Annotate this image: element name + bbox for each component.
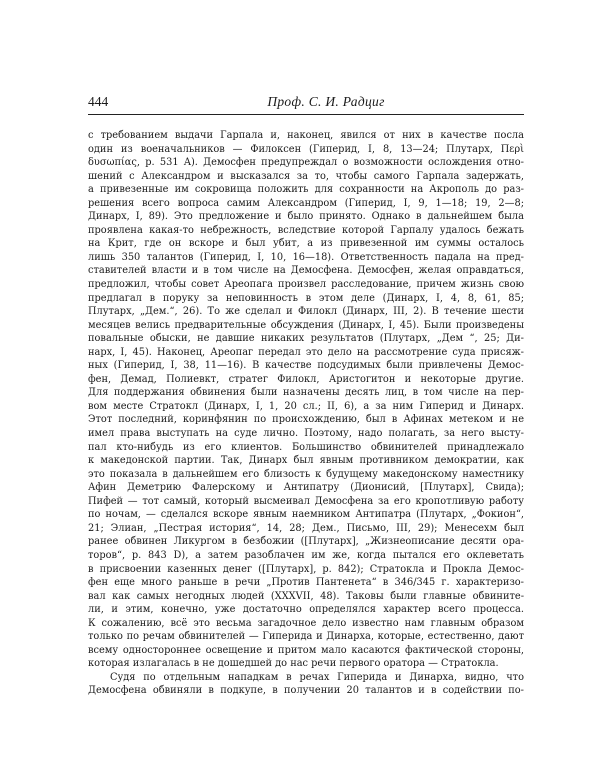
text-line: всему одностороннее освещение и притом мало касаются фактической стороны, <box>88 644 524 656</box>
text-line: фен еще много раньше в речи „Против Пантенета“ в 346/345 г. характеризо- <box>88 577 524 589</box>
header-rule <box>88 114 524 115</box>
running-head <box>88 92 524 112</box>
text-line: Судя по отдельным нападкам в речах Гиперида и Динарха, видно, что <box>110 671 524 683</box>
running-title: Проф. С. И. Радциг <box>267 94 385 109</box>
text-line: а привезенные им сокровища положить для сохранности на Акрополь до раз- <box>88 184 524 196</box>
text-line: торов“, p. 843 D), а затем разоблачен им же, когда пытался его оклеветать <box>88 549 524 561</box>
book-page <box>88 92 524 698</box>
text-line: которая излагалась в не дошедшей до нас речи первого оратора — Стратокла. <box>88 658 499 670</box>
text-line: фен, Демад, Полиевкт, стратег Филокл, Аристогитон и некоторые другие. <box>88 373 524 385</box>
text-line: Пифей — тот самый, который высмеивал Демосфена за его кропотливую работу <box>88 495 524 507</box>
text-line: Этот последний, коринфянин по происхождению, был в Афинах метеком и не <box>88 414 524 426</box>
text-line: Афин Деметрию Фалерскому и Антипатру (Дионисий, [Плутарх], Свида); <box>88 482 524 494</box>
text-line: в присвоении казенных денег ([Плутарх], p. 842); Стратокла и Прокла Демос- <box>88 563 524 575</box>
text-line: Для поддержания обвинения были назначены десять лиц, в том числе на пер- <box>88 387 524 399</box>
text-line: шений с Александром и высказался за то, чтобы самого Гарпала задержать, <box>88 170 524 182</box>
text-line: это показала в дальнейшем его близость к будущему македонскому наместнику <box>88 468 524 480</box>
text-line: вом месте Стратокл (Динарх, I, 1, 20 сл.; II, 6), а за ним Гиперид и Динарх. <box>88 400 524 412</box>
paragraph <box>88 671 524 698</box>
text-line: проявлена какая-то небрежность, вследствие которой Гарпалу удалось бежать <box>88 224 524 236</box>
text-line: ставителей власти и в том числе на Демосфена. Демосфен, желая оправдаться, <box>88 265 524 277</box>
text-line: Плутарх, „Дем.“, 26). То же сделал и Филокл (Динарх, III, 2). В течение шести <box>88 306 524 318</box>
text-line: решения всего вопроса самим Александром (Гиперид, I, 9, 1—18; 19, 2—8; <box>88 197 524 209</box>
text-line: один из военачальников — Филоксен (Гиперид, I, 8, 13—24; Плутарх, Περὶ <box>88 143 524 155</box>
page-number: 444 <box>88 94 109 109</box>
body-text <box>88 129 524 698</box>
text-line: нарх, I, 45). Наконец, Ареопаг передал это дело на рассмотрение суда присяж- <box>88 346 524 358</box>
text-line: К сожалению, всё это весьма загадочное дело известно нам главным образом <box>88 617 524 629</box>
text-line: только по речам обвинителей — Гиперида и Динарха, которые, естественно, дают <box>88 631 524 643</box>
text-line: ных (Гиперид, I, 38, 11—16). В качестве подсудимых были привлечены Демос- <box>88 360 524 372</box>
text-line: к македонской партии. Так, Динарх был явным противником демократии, как <box>88 455 524 467</box>
text-line: ли, и этим, конечно, уже достаточно определялся характер всего процесса. <box>88 604 524 616</box>
text-line: с требованием выдачи Гарпала и, наконец, явился от них в качестве посла <box>88 130 524 141</box>
text-line: имел права выступать на суде лично. Поэтому, надо полагать, за него высту- <box>88 428 524 440</box>
text-line: пал кто-нибудь из его клиентов. Большинство обвинителей принадлежало <box>88 441 524 453</box>
text-line: ранее обвинен Ликургом в безбожии ([Плутарх], „Жизнеописание десяти ора- <box>88 536 524 548</box>
text-line: месяцев велись предварительные обсуждения (Динарх, I, 45). Были произведены <box>88 319 524 331</box>
text-line: предлагал в поруку за неповинность в этом деле (Динарх, I, 4, 8, 61, 85; <box>88 292 524 304</box>
text-line: 21; Элиан, „Пестрая история“, 14, 28; Дем., Письмо, III, 29); Менесехм был <box>88 522 524 534</box>
paragraph <box>88 129 524 671</box>
text-line: предложил, чтобы совет Ареопага произвел расследование, причем жизнь свою <box>88 279 524 291</box>
text-line: по ночам, — сделался вскоре явным наемником Антипатра (Плутарх, „Фокион“, <box>88 509 524 521</box>
text-line: Демосфена обвиняли в подкупе, в получении 20 талантов и в содействии по- <box>88 685 524 697</box>
text-line: на Крит, где он вскоре и был убит, а из привезенной им суммы осталось <box>88 238 524 250</box>
text-line: вал как самых негодных людей (XXXVII, 48). Таковы были главные обвините- <box>88 590 524 602</box>
text-line: лишь 350 талантов (Гиперид, I, 10, 16—18). Ответственность падала на пред- <box>88 251 524 263</box>
text-line: Динарх, I, 89). Это предложение и было принято. Однако в дальнейшем была <box>88 211 524 223</box>
text-line: δυσωπίας, p. 531 A). Демосфен предупреждал о возможности ослождения отно- <box>88 157 524 169</box>
text-line: повальные обыски, не давшие никаких результатов (Плутарх, „Дем “, 25; Ди- <box>88 333 524 345</box>
